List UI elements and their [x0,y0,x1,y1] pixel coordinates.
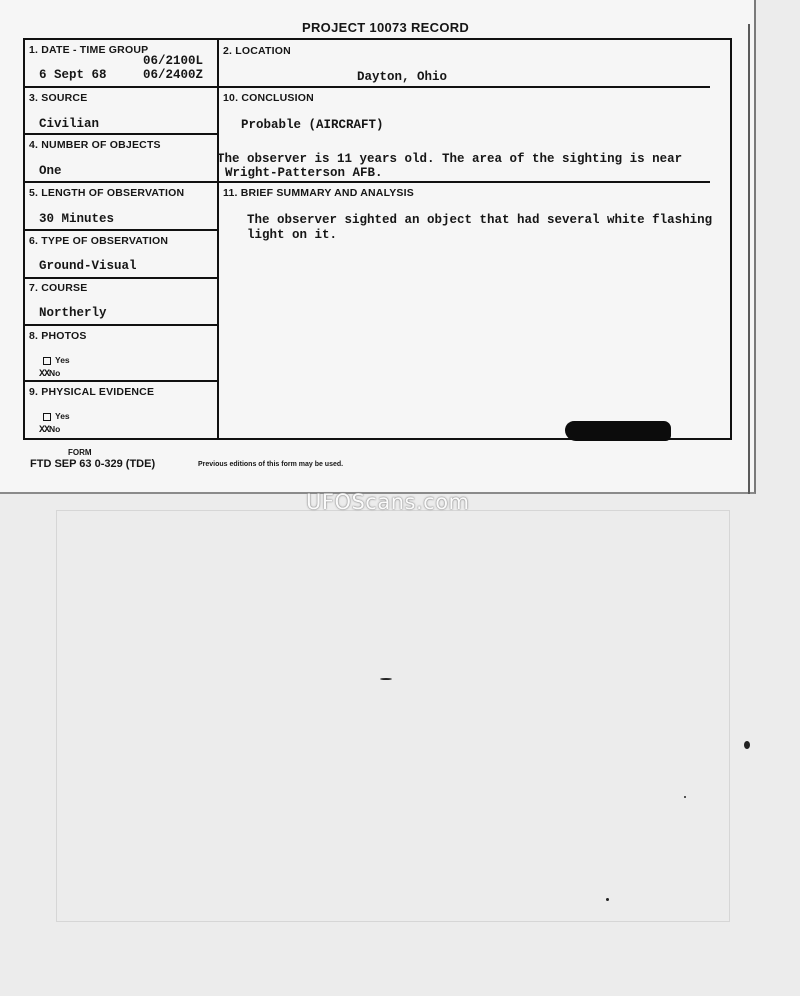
typed-x-mark: XX [39,369,50,380]
conclusion-comment-line-1: The observer is 11 years old. The area of the sighting is near [217,152,683,166]
redaction-mark [565,421,671,441]
form-note: Previous editions of this form may be used. [198,461,344,468]
row-divider [25,133,217,135]
physical-evidence-yes-option: Yes [43,411,70,421]
checkbox-icon [43,357,51,365]
checkbox-icon [43,413,51,421]
location-value: Dayton, Ohio [357,70,448,84]
course-value: Northerly [39,306,107,320]
conclusion-comment-line-2: Wright-Patterson AFB. [225,166,383,180]
photos-yes-option: Yes [43,355,70,365]
column-divider [217,40,219,438]
number-of-objects-label: 4. NUMBER OF OBJECTS [29,139,161,151]
conclusion-label: 10. CONCLUSION [223,92,314,104]
scan-speck [606,898,609,901]
photos-no-option: XXNo [39,368,61,380]
row-divider [25,181,710,183]
record-title: PROJECT 10073 RECORD [302,20,470,35]
form-id: FTD SEP 63 0-329 (TDE) [30,458,156,470]
summary-line-2: light on it. [247,228,338,242]
time-zulu-value: 06/2400Z [143,68,204,82]
form-word: FORM [68,448,92,457]
length-of-observation-label: 5. LENGTH OF OBSERVATION [29,187,185,199]
row-divider [25,324,217,326]
type-of-observation-label: 6. TYPE OF OBSERVATION [29,235,169,247]
physical-evidence-label: 9. PHYSICAL EVIDENCE [29,386,155,398]
record-form [23,38,732,440]
summary-label: 11. BRIEF SUMMARY AND ANALYSIS [223,187,414,199]
source-label: 3. SOURCE [29,92,88,104]
sheet-edge [748,24,750,494]
course-label: 7. COURSE [29,282,88,294]
row-divider [25,277,217,279]
typed-x-mark: XX [39,425,50,436]
row-divider [25,229,217,231]
number-of-objects-value: One [39,164,62,178]
length-of-observation-value: 30 Minutes [39,212,115,226]
row-divider [25,86,710,88]
blank-page-shadow [56,510,730,922]
scan-speck [744,741,750,749]
conclusion-value: Probable (AIRCRAFT) [241,118,384,132]
watermark: UFOScans.com [306,490,470,514]
summary-line-1: The observer sighted an object that had several white flashing [247,213,713,227]
source-value: Civilian [39,117,100,131]
photos-label: 8. PHOTOS [29,330,87,342]
scan-speck [684,796,686,798]
physical-evidence-no-option: XXNo [39,424,61,436]
row-divider [25,380,217,382]
time-local-value: 06/2100L [143,54,204,68]
location-label: 2. LOCATION [223,45,291,57]
type-of-observation-value: Ground-Visual [39,259,137,273]
date-value: 6 Sept 68 [39,68,107,82]
scan-speck [380,678,392,680]
date-time-group-label: 1. DATE - TIME GROUP [29,44,149,56]
